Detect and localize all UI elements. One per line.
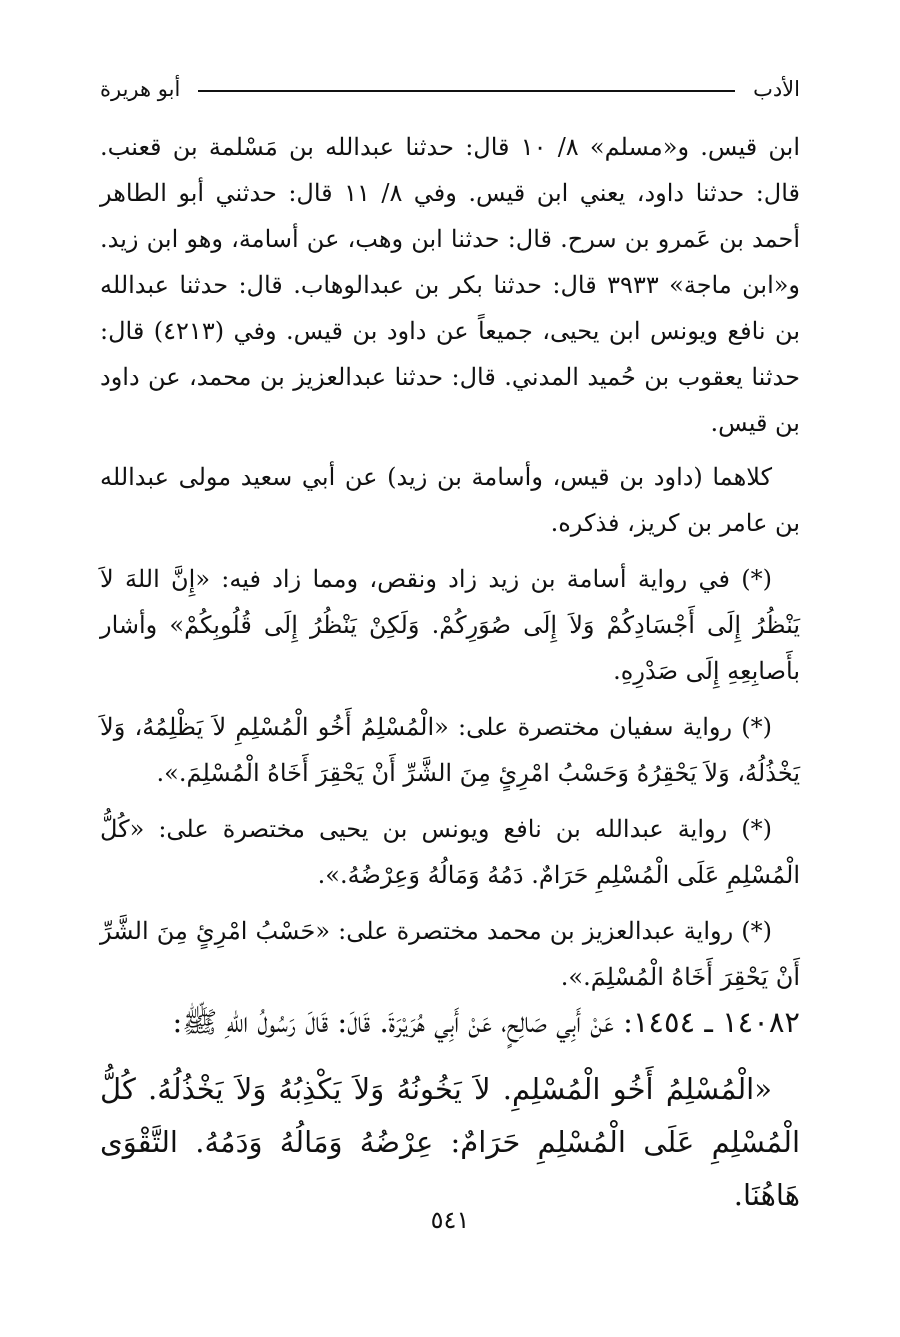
hadith-text: «الْمُسْلِمُ أَخُو الْمُسْلِمِ. لاَ يَخُونُهُ وَلاَ يَكْذِبُهُ وَلاَ يَخْذُلُهُ. كُلُّ الْمُسْلِمِ عَلَى الْمُسْلِمِ حَرَامٌ: عِرْضُهُ وَمَالُهُ وَدَمُهُ. التَّقْوَى هَاهُنَا. (100, 1072, 800, 1212)
chapter-title: الأدب (753, 77, 800, 101)
page-number: ٥٤١ (430, 1206, 470, 1234)
hadith-heading: ١٤٠٨٢ ـ ١٤٥٤: عَنْ أَبِي صَالِحٍ، عَنْ أَبِي هُرَيْرَةَ. قَالَ: قَالَ رَسُولُ اللهِ ﷺ: (172, 1005, 800, 1039)
narrator-title: أبو هريرة (100, 77, 181, 101)
chain-paragraph: كلاهما (داود بن قيس، وأسامة بن زيد) عن أبي سعيد مولى عبدالله بن عامر بن كريز، فذكره. (100, 463, 800, 537)
variant-note-2: (*) رواية سفيان مختصرة على: «الْمُسْلِمُ أَخُو الْمُسْلِمِ لاَ يَظْلِمُهُ، وَلاَ يَخْذُلُهُ، وَلاَ يَحْقِرُهُ وَحَسْبُ امْرِئٍ مِنَ الشَّرِّ أَنْ يَحْقِرَ أَخَاهُ الْمُسْلِمَ.». (100, 713, 800, 787)
header-rule (198, 90, 735, 92)
hadith-block (100, 996, 800, 1222)
variant-note-4: (*) رواية عبدالعزيز بن محمد مختصرة على: «حَسْبُ امْرِئٍ مِنَ الشَّرِّ أَنْ يَحْقِرَ أَخَاهُ الْمُسْلِمَ.». (100, 917, 800, 991)
footnote-body (100, 124, 800, 1000)
variant-note-3: (*) رواية عبدالله بن نافع ويونس بن يحيى مختصرة على: «كُلُّ الْمُسْلِمِ عَلَى الْمُسْلِمِ حَرَامٌ. دَمُهُ وَمَالُهُ وَعِرْضُهُ.». (100, 815, 800, 889)
source-paragraph: ابن قيس. و«مسلم» ٨/ ١٠ قال: حدثنا عبدالله بن مَسْلمة بن قعنب. قال: حدثنا داود، يعني ابن قيس. وفي ٨/ ١١ قال: حدثني أبو الطاهر أحمد بن عَمرو بن سرح. قال: حدثنا ابن وهب، عن أسامة، وهو ابن زيد. و«ابن ماجة» ٣٩٣٣ قال: حدثنا بكر بن عبدالوهاب. قال: حدثنا عبدالله بن نافع ويونس ابن يحيى، جميعاً عن داود بن قيس. وفي (٤٢١٣) قال: حدثنا يعقوب بن حُميد المدني. قال: حدثنا عبدالعزيز بن محمد، عن داود بن قيس. (100, 133, 801, 437)
variant-note-1: (*) في رواية أسامة بن زيد زاد ونقص، ومما زاد فيه: «إِنَّ اللهَ لاَ يَنْظُرُ إِلَى أَجْسَادِكُمْ وَلاَ إِلَى صُوَرِكُمْ. وَلَكِنْ يَنْظُرُ إِلَى قُلُوبِكُمْ» وأشار بأَصابِعِهِ إِلَى صَدْرِهِ. (100, 565, 801, 685)
running-header (100, 72, 800, 106)
